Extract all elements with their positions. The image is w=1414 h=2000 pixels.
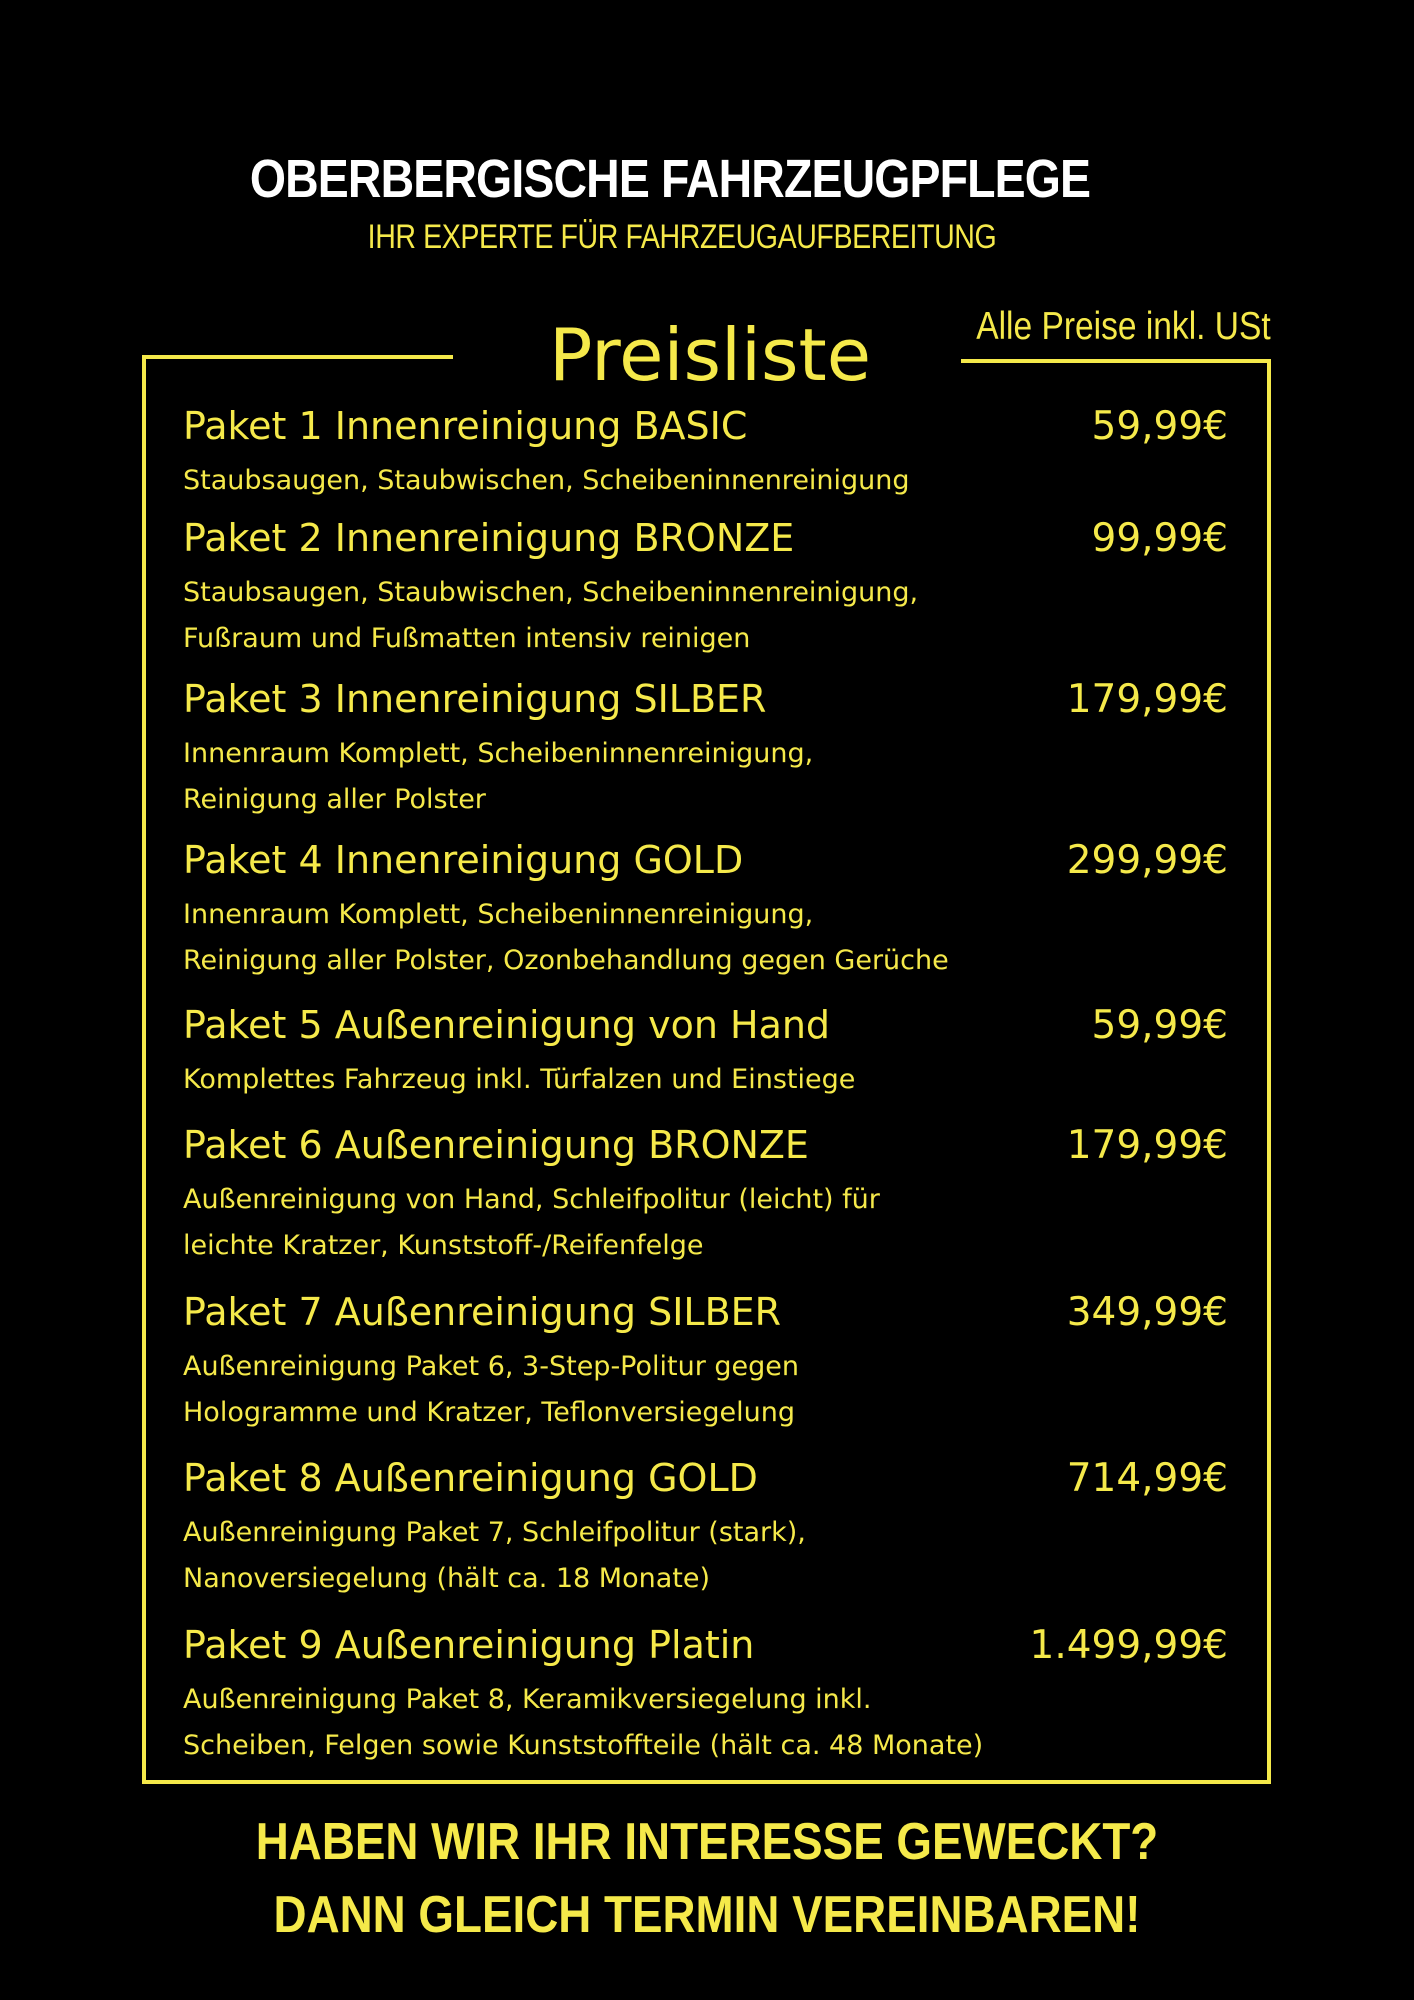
package-price: 179,99€	[1066, 677, 1228, 722]
package-name: Paket 7 Außenreinigung SILBER	[183, 1290, 782, 1334]
package-price: 349,99€	[1066, 1290, 1228, 1335]
package-name: Paket 6 Außenreinigung BRONZE	[183, 1123, 809, 1167]
package-item	[183, 1456, 1228, 1602]
package-description	[183, 1677, 1228, 1769]
package-item	[183, 677, 1228, 823]
package-description	[183, 1177, 1228, 1269]
package-item	[183, 1123, 1228, 1269]
package-description	[183, 458, 1228, 504]
package-description	[183, 1510, 1228, 1602]
package-description	[183, 1057, 1228, 1103]
frame-right-line	[1267, 359, 1271, 1784]
frame-bottom-line	[142, 1780, 1271, 1784]
package-description	[183, 731, 1228, 823]
package-description-line: Reinigung aller Polster, Ozonbehandlung gegen Gerüche	[183, 945, 949, 976]
package-name: Paket 2 Innenreinigung BRONZE	[183, 516, 795, 560]
package-description-line: Außenreinigung Paket 7, Schleifpolitur (stark),	[183, 1517, 806, 1548]
pricelist-title: Preisliste	[548, 313, 872, 397]
package-description-line: Außenreinigung Paket 6, 3-Step-Politur gegen	[183, 1351, 800, 1382]
package-item	[183, 1003, 1228, 1103]
package-description-line: Innenraum Komplett, Scheibeninnenreinigung,	[183, 738, 814, 769]
package-item	[183, 1623, 1228, 1769]
package-item	[183, 516, 1228, 662]
package-name: Paket 9 Außenreinigung Platin	[183, 1623, 755, 1667]
vat-note: Alle Preise inkl. USt	[976, 305, 1271, 348]
frame-left-line	[142, 355, 146, 1784]
package-description-line: Scheiben, Felgen sowie Kunststoffteile (hält ca. 48 Monate)	[183, 1730, 984, 1761]
cta-line-2: DANN GLEICH TERMIN VEREINBAREN!	[273, 1886, 1141, 1944]
package-description	[183, 892, 1228, 984]
package-description-line: Komplettes Fahrzeug inkl. Türfalzen und Einstiege	[183, 1064, 856, 1095]
package-name: Paket 3 Innenreinigung SILBER	[183, 677, 767, 721]
package-description-line: Staubsaugen, Staubwischen, Scheibeninnenreinigung,	[183, 577, 919, 608]
package-name: Paket 8 Außenreinigung GOLD	[183, 1456, 758, 1500]
package-description-line: Staubsaugen, Staubwischen, Scheibeninnenreinigung	[183, 465, 910, 496]
package-item	[183, 1290, 1228, 1436]
package-price: 99,99€	[1091, 516, 1228, 561]
package-item	[183, 838, 1228, 984]
package-description-line: Außenreinigung Paket 8, Keramikversiegelung inkl.	[183, 1684, 872, 1715]
cta-line-1: HABEN WIR IHR INTERESSE GEWECKT?	[255, 1813, 1159, 1871]
package-name: Paket 4 Innenreinigung GOLD	[183, 838, 744, 882]
package-item	[183, 404, 1228, 504]
frame-top-left-line	[144, 355, 453, 359]
package-description-line: Nanoversiegelung (hält ca. 18 Monate)	[183, 1563, 711, 1594]
brand-subtitle: IHR EXPERTE FÜR FAHRZEUGAUFBEREITUNG	[367, 218, 997, 256]
package-description-line: Außenreinigung von Hand, Schleifpolitur (leicht) für	[183, 1184, 880, 1215]
package-price: 59,99€	[1091, 404, 1228, 449]
package-description-line: Innenraum Komplett, Scheibeninnenreinigung,	[183, 899, 814, 930]
package-price: 299,99€	[1066, 838, 1228, 883]
frame-top-right-line	[961, 359, 1271, 363]
package-price: 714,99€	[1066, 1456, 1228, 1501]
package-price: 179,99€	[1066, 1123, 1228, 1168]
package-description-line: Fußraum und Fußmatten intensiv reinigen	[183, 623, 751, 654]
package-description	[183, 570, 1228, 662]
brand-title: OBERBERGISCHE FAHRZEUGPFLEGE	[249, 149, 1091, 209]
package-description-line: leichte Kratzer, Kunststoff-/Reifenfelge	[183, 1230, 704, 1261]
package-name: Paket 5 Außenreinigung von Hand	[183, 1003, 831, 1047]
package-description-line: Hologramme und Kratzer, Teflonversiegelung	[183, 1397, 795, 1428]
package-description	[183, 1344, 1228, 1436]
package-price: 59,99€	[1091, 1003, 1228, 1048]
package-description-line: Reinigung aller Polster	[183, 784, 486, 815]
package-name: Paket 1 Innenreinigung BASIC	[183, 404, 748, 448]
package-price: 1.499,99€	[1029, 1623, 1228, 1668]
